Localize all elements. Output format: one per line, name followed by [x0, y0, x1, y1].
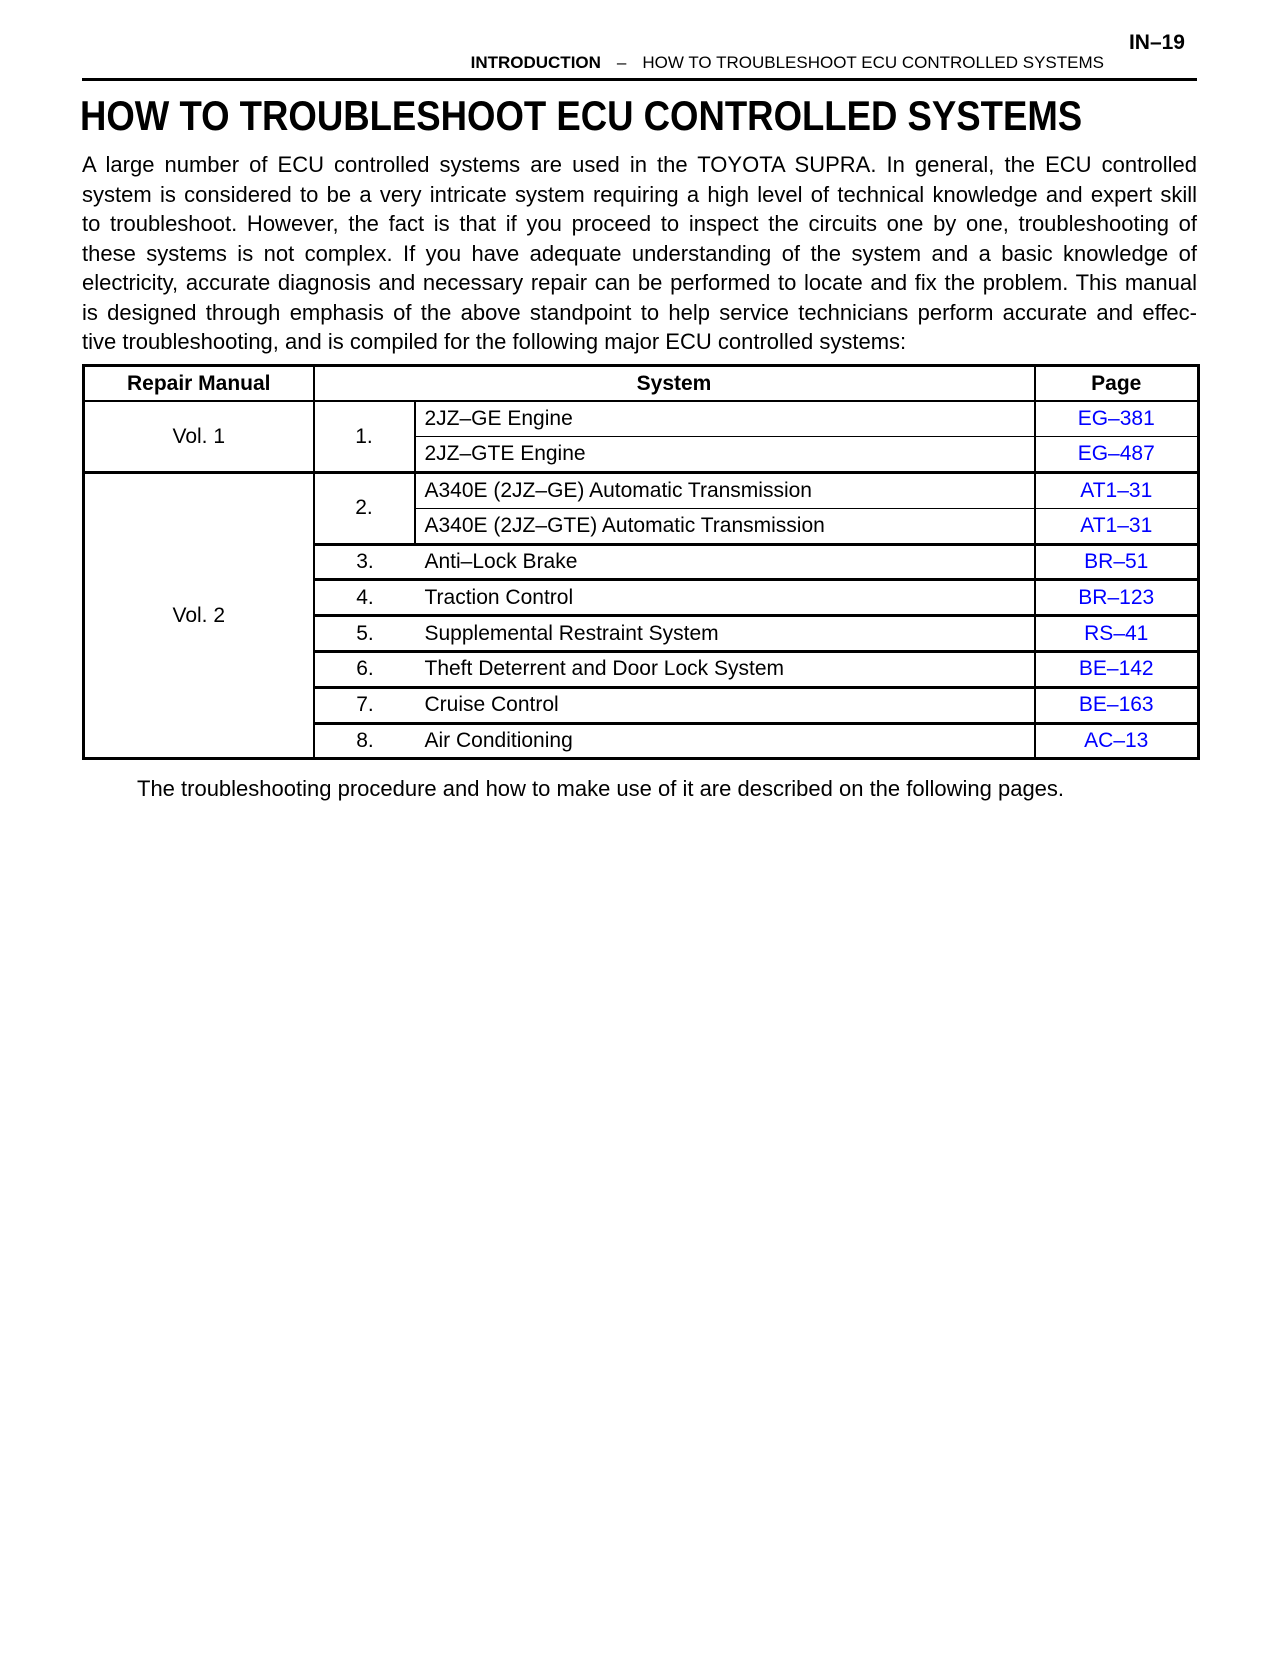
page-link[interactable]: BR–123 — [1078, 585, 1155, 609]
page-link[interactable]: BE–163 — [1078, 693, 1154, 717]
page-number: IN–19 — [1128, 31, 1185, 54]
header-page: Page — [1035, 366, 1199, 402]
system-name: 2JZ–GE Engine — [415, 401, 1035, 437]
system-name: Theft Deterrent and Door Lock System — [424, 657, 784, 681]
intro-line: A large number of ECU controlled systems are used in the TOYOTA SUPRA. In general, the ECU controlled — [82, 152, 1197, 177]
system-name: A340E (2JZ–GTE) Automatic Transmission — [415, 508, 1035, 544]
system-name: Cruise Control — [424, 693, 559, 717]
page-link[interactable]: BR–51 — [1084, 550, 1149, 574]
vol-2-cell: Vol. 2 — [84, 473, 314, 759]
page-link[interactable]: EG–381 — [1077, 407, 1155, 431]
systems-table — [82, 364, 1200, 760]
item-number: 1. — [314, 401, 415, 473]
vol-1-cell: Vol. 1 — [84, 401, 314, 473]
running-header-section: INTRODUCTION — [470, 53, 601, 72]
running-header-title: HOW TO TROUBLESHOOT ECU CONTROLLED SYSTEMS — [642, 53, 1104, 72]
page-link[interactable]: RS–41 — [1084, 621, 1149, 645]
system-name: Supplemental Restraint System — [424, 621, 719, 645]
page-link[interactable]: BE–142 — [1078, 657, 1154, 681]
system-name: 2JZ–GTE Engine — [415, 437, 1035, 473]
item-number: 7. — [356, 693, 374, 717]
intro-paragraph — [82, 150, 1197, 357]
system-name: A340E (2JZ–GE) Automatic Transmission — [415, 473, 1035, 509]
page-title: HOW TO TROUBLESHOOT ECU CONTROLLED SYSTEMS — [80, 92, 1083, 139]
item-number: 2. — [314, 473, 415, 545]
intro-line: tive troubleshooting, and is compiled for the following major ECU controlled systems: — [82, 329, 907, 354]
intro-line: system is considered to be a very intricate system requiring a high level of technical knowledge and expert skill — [82, 181, 1197, 207]
intro-line: these systems is not complex. If you have adequate understanding of the system and a basic knowledge of — [82, 240, 1197, 266]
system-name: Traction Control — [424, 585, 574, 609]
running-header-separator: – — [616, 53, 627, 72]
page-link[interactable]: EG–487 — [1077, 442, 1155, 466]
page-link[interactable]: AC–13 — [1084, 729, 1149, 753]
item-number: 4. — [356, 585, 374, 609]
table-row — [84, 473, 1199, 509]
running-header — [0, 53, 1104, 73]
page-link[interactable]: AT1–31 — [1080, 478, 1153, 502]
page-link[interactable]: AT1–31 — [1080, 513, 1153, 537]
header-rule-divider — [82, 78, 1197, 81]
table-header-row — [84, 366, 1199, 402]
system-name: Air Conditioning — [424, 729, 573, 753]
intro-line: electricity, accurate diagnosis and necessary repair can be performed to locate and fix the problem. This manual — [82, 270, 1197, 295]
item-number: 5. — [356, 621, 374, 645]
closing-note: The troubleshooting procedure and how to make use of it are described on the following pages. — [137, 776, 1065, 801]
header-repair-manual: Repair Manual — [84, 366, 314, 402]
intro-line: to troubleshoot. However, the fact is that if you proceed to inspect the circuits one by one, troubleshooting of — [82, 211, 1197, 236]
item-number: 8. — [356, 729, 374, 753]
table-row — [84, 401, 1199, 437]
intro-line: is designed through emphasis of the above standpoint to help service technicians perform accurate and effec- — [82, 299, 1197, 325]
item-number: 3. — [356, 550, 374, 574]
system-name: Anti–Lock Brake — [424, 550, 578, 574]
header-system: System — [314, 366, 1035, 402]
item-number: 6. — [356, 657, 374, 681]
